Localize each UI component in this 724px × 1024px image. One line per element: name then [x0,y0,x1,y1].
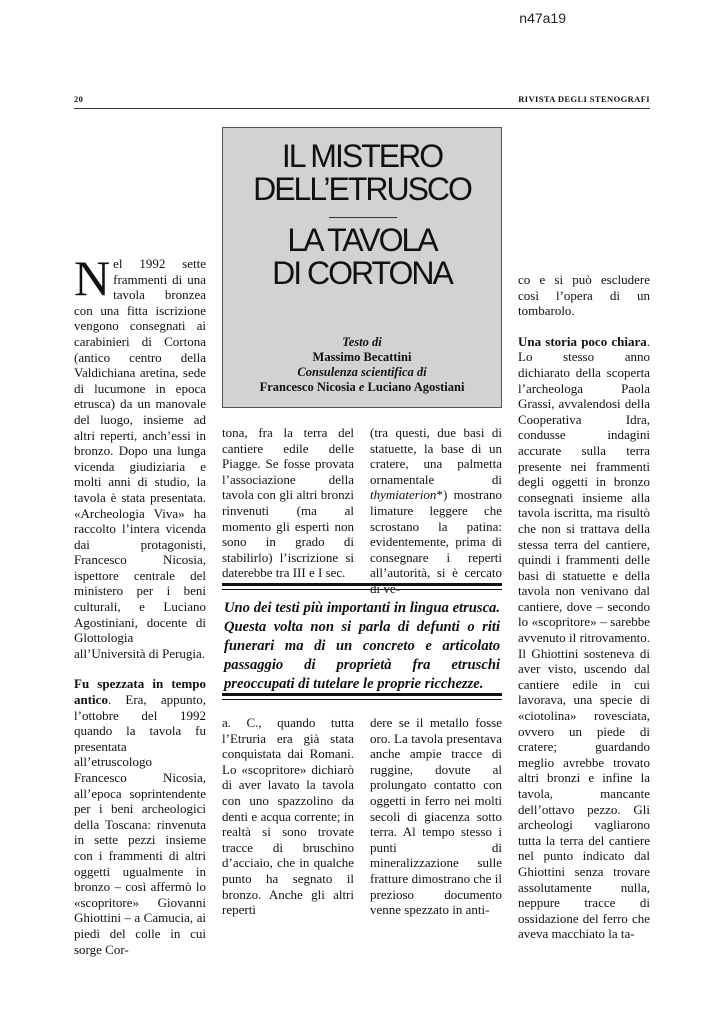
subheading-1: Fu spezzata in tempo antico [74,676,206,708]
section-2-text: . Lo stesso anno dichiarato della scoperta l’archeologa Paola Grassi, avvalendosi della Cooperativa Idra, condusse indagini accurate sulla terra presente nei frammenti degli oggetti in bronzo consegnati insieme alla tavola iscritta, ma risultò che non si trattava della stessa terra del cantiere, quindi i frammenti delle basi di statuette e della tavola non venivano dal cantiere, dove – secondo lo «scopritore» – sarebbe avvenuto il ritrovamento. Il Ghiottini sosteneva di aver visto, uscendo dal cantiere edile in cui lavorava, una specie di «ciotolina» rovesciata, ovvero un piede di cratere; guardando meglio avrebbe trovato altri bronzi e infine la tavola, mancante dell’ottavo pezzo. Gli archeologi vagliarono tutta la terra del cantiere nel punto indicato dal Ghiottini senza trovare assolutamente nulla, neppure tracce di ossidazione del ferro che aveva macchiato la ta- [518,333,650,942]
column-1 [74,250,206,957]
consultants [223,380,501,395]
header-rule [74,108,650,109]
column-4-opening: co e si può escludere così l’opera di un tombarolo. [518,272,650,319]
column-3-top [370,425,502,597]
title-line-2: DELL’ETRUSCO [253,171,471,207]
consultant-1: Francesco Nicosia [259,380,356,394]
quote-rule-top-thick [222,583,502,586]
article-title [223,140,501,206]
column-3-top-text-b: *) mostrano limature leggere che scrostano la patina: evidentemente, prima di consegnare i reperti all’autorità, si è cercato di ve- [370,487,502,596]
column-2-bottom [222,715,354,918]
subtitle-line-2: DI CORTONA [272,255,452,291]
document-id-label: n47a19 [519,10,566,26]
section-paragraph-1 [74,676,206,957]
pull-quote-block [222,583,502,703]
column-2-bottom-text: a. C., quando tutta l’Etruria era già stata conquistata dai Romani. Lo «scopritore» dichiarò di aver lavato la tavola con uno spazzolino da denti e acqua corrente; in realtà si sono trovate tracce di bruschino d’acciaio, che in qualche punto ha segnato il bronzo. Anche gli altri reperti [222,715,354,918]
consultant-conjunction: e [358,380,365,394]
subheading-2: Una storia poco chiara [518,333,647,349]
column-3-bottom-text: dere se il metallo fosse oro. La tavola presentava anche ampie tracce di ruggine, dovute al prolungato contatto con oggetti in ferro nei molti secoli di giacenza sotto terra. Al tempo stesso i punti di mineralizzazione sulle fratture dimostrano che il prezioso documento venne spezzato in anti- [370,715,502,918]
text-by-label: Testo di [342,335,382,349]
page-number: 20 [74,94,84,104]
author-name: Massimo Becattini [312,350,412,364]
column-3-top-text-a: (tra questi, due basi di statuette, la base di un cratere, una palmetta ornamentale di [370,425,502,487]
column-2-top [222,425,354,581]
intro-text: el 1992 sette frammenti di una tavola bronzea con una fitta iscrizione vengono consegnati ai carabinieri di Cortona (antico centro della Valdichiana aretina, sede di lucumone in epoca etrusca) da un manovale del luogo, insieme ad altri reperti, anch’essi in bronzo. Dopo una lunga vicenda giudiziaria e molti anni di studio, la tavola è stata presentata. «Archeologia Viva» ha raccolto l’intera vicenda dai protagonisti, Francesco Nicosia, ispettore centrale del ministero per i beni culturali, e Luciano Agostiniani, docente di Glottologia all’Università di Perugia. [74,256,206,661]
quote-rule-bottom-thin [222,699,502,700]
column-3-top-paragraph [370,425,502,597]
article-subtitle [223,224,501,290]
column-2-top-text: tona, fra la terra del cantiere edile delle Piagge. Se fosse provata l’associazione della tavola con gli altri bronzi rinvenuti (ma al momento gli esperti non sono in grado di stabilirlo) l’iscrizione si daterebbe tra III e I sec. [222,425,354,581]
title-box [222,127,502,408]
column-3-top-italic: thymiaterion [370,487,437,503]
article-credits [223,335,501,395]
running-header [74,94,650,108]
column-3-bottom [370,715,502,918]
column-4 [518,272,650,942]
quote-rule-top-thin [222,589,502,590]
section-1-text: . Era, appunto, l’ottobre del 1992 quando la tavola fu presentata all’etruscologo Francesco Nicosia, all’epoca soprintendente per i beni archeologici della Toscana: rinvenuta in sette pezzi insieme con i frammenti di altri oggetti ugualmente in bronzo – così affermò lo «scopritore» Giovanni Ghiottini – a Camucia, ai piedi del colle in cui sorge Cor- [74,692,206,957]
journal-title: RIVISTA DEGLI STENOGRAFI [518,94,650,104]
title-line-1: IL MISTERO [281,138,443,174]
title-divider [329,217,397,218]
consultancy-label: Consulenza scientifica di [297,365,427,379]
intro-paragraph [74,250,206,661]
pull-quote: Uno dei testi più importanti in lingua etrusca. Questa volta non si parla di defunti o riti funerari ma di un concreto e articolato passaggio di proprietà fra etruschi preoccupati di tutelare le proprie ricchezze. [224,600,500,692]
subtitle-line-1: LA TAVOLA [287,222,437,258]
drop-cap: N [74,250,111,306]
section-paragraph-2 [518,334,650,942]
quote-rule-bottom-thick [222,693,502,696]
consultant-2: Luciano Agostiani [367,380,465,394]
